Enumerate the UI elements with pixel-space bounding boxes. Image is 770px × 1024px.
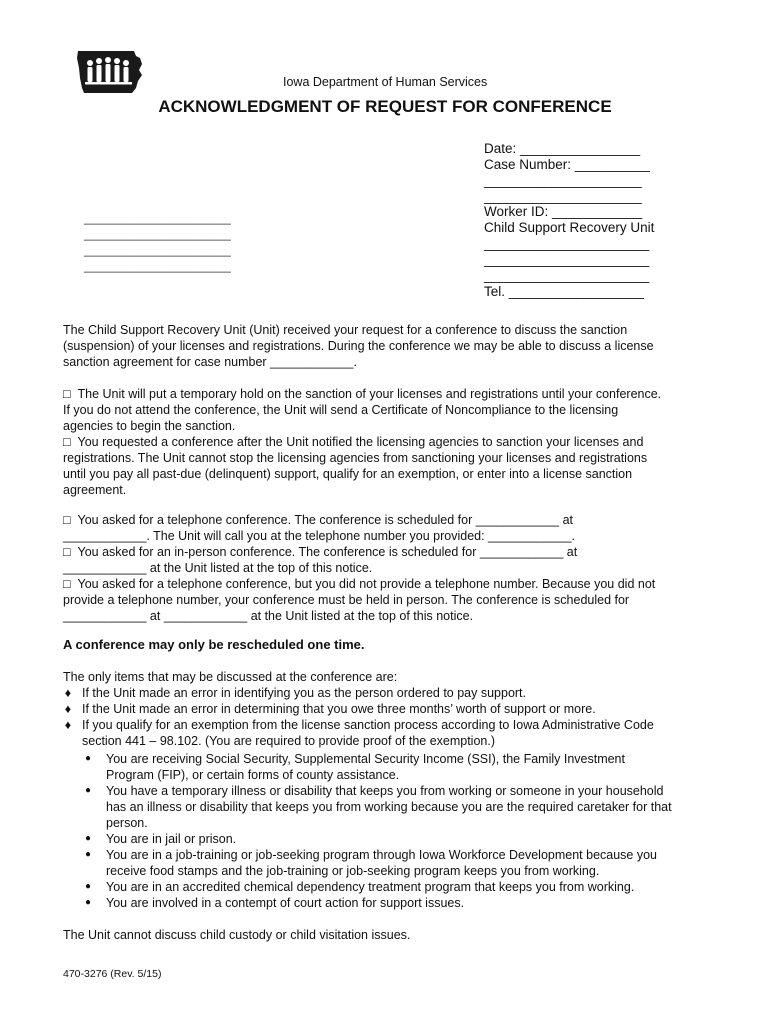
form-title: ACKNOWLEDGMENT OF REQUEST FOR CONFERENCE — [158, 97, 612, 116]
unit-address-line-1[interactable]: ______________________ — [484, 236, 650, 251]
list-item: ● You have a temporary illness or disability that keeps you from working or someone in your household has an illness or disability that keeps you from working because you are the required caretaker for that person. — [85, 784, 672, 830]
bullet-icon: ● — [85, 753, 92, 764]
bullet-icon: ● — [85, 785, 92, 796]
diamond-bullet-icon: ♦ — [64, 702, 72, 716]
list-item: ♦ If the Unit made an error in identifying you as the person ordered to pay support. — [63, 685, 654, 701]
discussed-intro: The only items that may be discussed at the conference are: — [63, 670, 398, 684]
unit-address-line-3[interactable]: ______________________ — [484, 268, 650, 283]
telephone-field[interactable]: Tel. __________________ — [484, 284, 644, 299]
list-item: ● You are in jail or prison. — [85, 832, 237, 846]
case-name-line-2[interactable]: _____________________ — [484, 189, 642, 204]
date-field[interactable]: Date: ________________ — [484, 141, 641, 156]
recipient-address-line-2[interactable]: ______________________ — [84, 227, 231, 241]
hold-checkbox[interactable]: □ — [63, 387, 71, 401]
bullet-icon: ● — [85, 849, 92, 860]
diamond-bullet-icon: ♦ — [64, 686, 72, 700]
recipient-address-line-1[interactable]: ______________________ — [84, 211, 231, 225]
case-number-field[interactable]: Case Number: __________ — [484, 157, 650, 172]
list-item: ♦ If the Unit made an error in determining that you owe three months’ worth of support or more. — [63, 701, 654, 717]
closing-statement: The Unit cannot discuss child custody or child visitation issues. — [63, 928, 411, 942]
form-number: 470-3276 (Rev. 5/15) — [63, 968, 162, 980]
reschedule-heading: A conference may only be rescheduled one time. — [63, 637, 365, 652]
list-item: ♦ If you qualify for an exemption from the license sanction process according to Iowa Administrative Code section 441 – 98.102. (You are required to provide proof of the exemption.) — [63, 717, 654, 749]
recipient-address-line-3[interactable]: ______________________ — [84, 243, 231, 257]
intro-paragraph: The Child Support Recovery Unit (Unit) received your request for a conference to discuss the sanction (suspension) of your licenses and registrations. During the conference we may be able to discuss a license sanction agreement for case number ____________. — [63, 323, 654, 369]
late-request-option-text: You requested a conference after the Unit notified the licensing agencies to sanction your licenses and — [77, 435, 644, 449]
telephone-conference-checkbox[interactable]: □ — [63, 513, 71, 527]
unit-name: Child Support Recovery Unit — [484, 220, 655, 235]
bullet-icon: ● — [85, 897, 92, 908]
iowa-dhs-logo — [76, 48, 146, 96]
diamond-bullet-icon: ♦ — [64, 718, 72, 732]
agency-name: Iowa Department of Human Services — [283, 75, 488, 89]
list-item: ● You are in a job-training or job-seeking program through Iowa Workforce Development because you receive food stamps and the job-training or job-seeking program keeps you from working. — [85, 848, 658, 878]
list-item: ● You are receiving Social Security, Supplemental Security Income (SSI), the Family Investment Program (FIP), or certain forms of county assistance. — [85, 752, 625, 782]
bullet-icon: ● — [85, 881, 92, 892]
bullet-icon: ● — [85, 833, 92, 844]
list-item: ● You are involved in a contempt of court action for support issues. — [85, 896, 465, 910]
checkbox-group-conference-type: □ You asked for a telephone conference. The conference is scheduled for ____________ at ____________. The Unit will call you at the telephone number you provided: ____________. □ You asked for an in-person conference. The conference is scheduled for ____________ at ____________ at the Unit listed at the top of this notice. □ You asked for a telephone conference, but you did not provide a telephone number. Because you did not provide a telephone number, your conference must be held in person. The conference is scheduled for ____________ at ____________ at the Unit listed at the top of this notice. — [63, 513, 656, 623]
exemptions-list — [85, 751, 672, 911]
discussed-items-list — [63, 685, 654, 749]
worker-id-field[interactable]: Worker ID: ____________ — [484, 204, 643, 219]
case-name-line-1[interactable]: _____________________ — [484, 173, 642, 188]
hold-option-text: The Unit will put a temporary hold on the sanction of your licenses and registrations until your conference. — [77, 387, 662, 401]
unit-address-line-2[interactable]: ______________________ — [484, 252, 650, 267]
list-item: ● You are in an accredited chemical dependency treatment program that keeps you from working. — [85, 880, 635, 894]
recipient-address-line-4[interactable]: ______________________ — [84, 259, 231, 273]
checkbox-group-hold: □ The Unit will put a temporary hold on the sanction of your licenses and registrations until your conference. If you do not attend the conference, the Unit will send a Certificate of Noncompliance to the licensing agencies to begin the sanction. □ You requested a conference after the Unit notified the licensing agencies to sanction your licenses and registrations. The Unit cannot stop the licensing agencies from sanctioning your licenses and registrations until you pay all past-due (delinquent) support, qualify for an exemption, or enter into a license sanction agreement. — [63, 387, 662, 497]
late-request-checkbox[interactable]: □ — [63, 435, 71, 449]
no-phone-conference-checkbox[interactable]: □ — [63, 577, 71, 591]
in-person-conference-checkbox[interactable]: □ — [63, 545, 71, 559]
